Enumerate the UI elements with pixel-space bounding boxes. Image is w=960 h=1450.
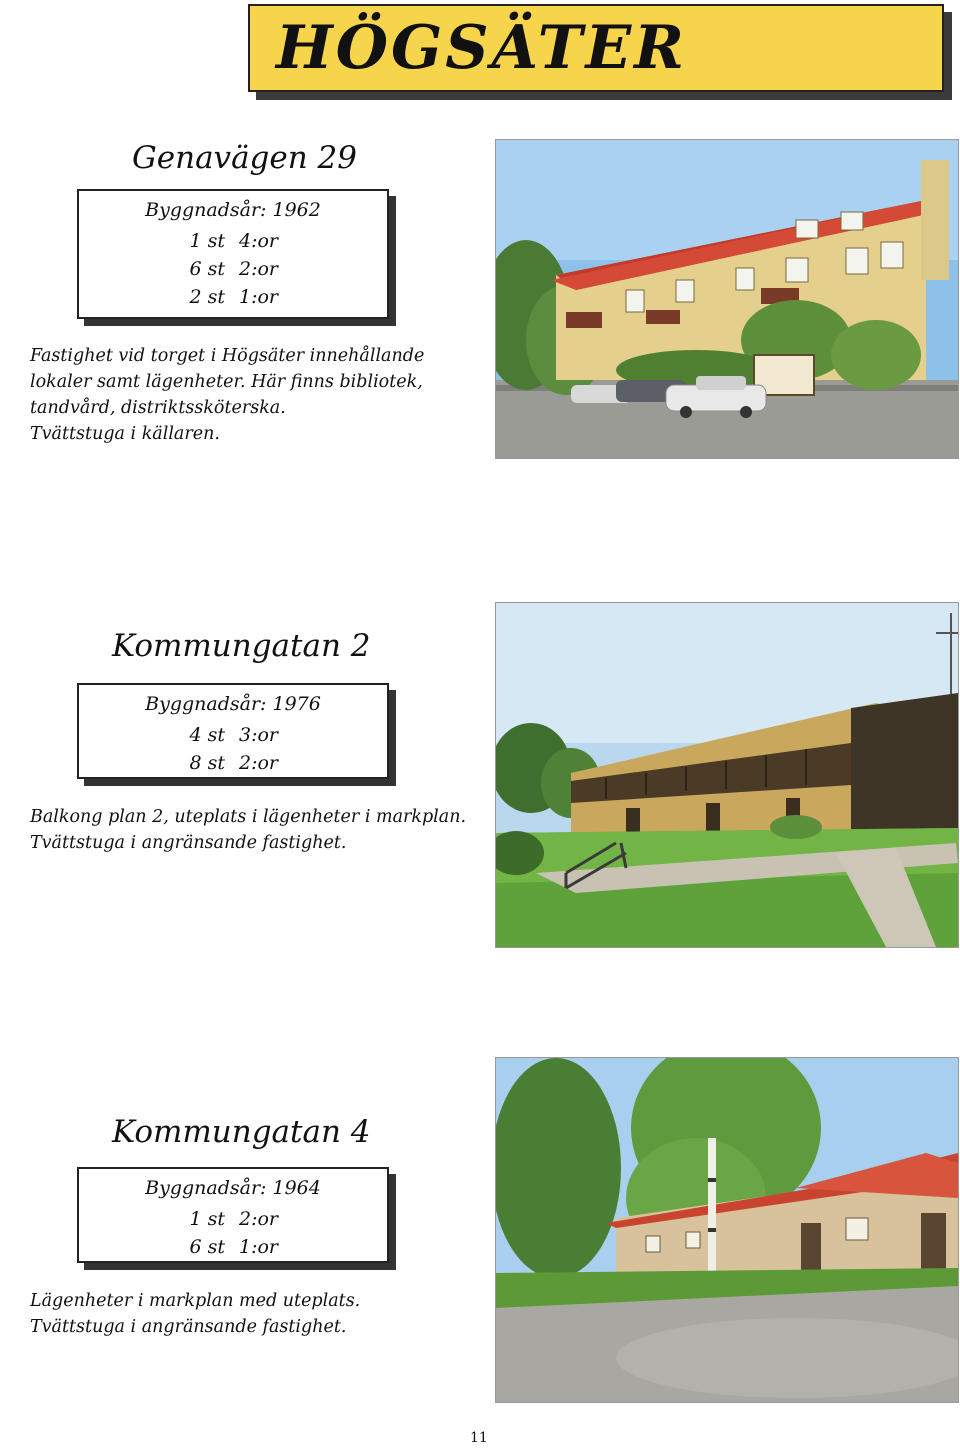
apartment-row	[79, 749, 387, 777]
construction-year: Byggnadsår: 1976	[145, 693, 321, 715]
photo-genavagen-29	[495, 139, 959, 459]
info-box-kommungatan-4	[77, 1167, 389, 1263]
apartment-row	[79, 1233, 387, 1261]
description-line: Tvättstuga i angränsande fastighet.	[30, 833, 347, 853]
description-genavagen-29	[30, 343, 424, 447]
photo-kommungatan-4	[495, 1057, 959, 1403]
apartment-count: 1 st	[189, 230, 225, 252]
apartment-row	[79, 1205, 387, 1233]
description-line: Tvättstuga i källaren.	[30, 424, 220, 444]
apartment-count: 4 st	[189, 724, 225, 746]
page-number: 11	[470, 1430, 488, 1446]
apartment-size: 1:or	[239, 286, 279, 308]
construction-year: Byggnadsår: 1964	[145, 1177, 321, 1199]
apartment-count: 6 st	[189, 258, 225, 280]
apartment-row	[79, 283, 387, 311]
description-line: lokaler samt lägenheter. Här finns bibliotek,	[30, 372, 423, 392]
apartment-count: 8 st	[189, 752, 225, 774]
description-line: tandvård, distriktssköterska.	[30, 398, 286, 418]
description-kommungatan-4	[30, 1288, 360, 1340]
section-title-kommungatan-4: Kommungatan 4	[112, 1114, 371, 1150]
apartment-count: 6 st	[189, 1236, 225, 1258]
info-box-kommungatan-2	[77, 683, 389, 779]
page-title: HÖGSÄTER	[276, 13, 688, 83]
apartment-count: 2 st	[189, 286, 225, 308]
description-kommungatan-2	[30, 804, 466, 856]
apartment-count: 1 st	[189, 1208, 225, 1230]
apartment-size: 2:or	[239, 752, 279, 774]
description-line: Fastighet vid torget i Högsäter innehållande	[30, 346, 425, 366]
section-title-kommungatan-2: Kommungatan 2	[112, 628, 371, 664]
apartment-size: 1:or	[239, 1236, 279, 1258]
description-line: Balkong plan 2, uteplats i lägenheter i markplan.	[30, 807, 467, 827]
apartment-row	[79, 227, 387, 255]
apartment-size: 2:or	[239, 258, 279, 280]
description-line: Lägenheter i markplan med uteplats.	[30, 1291, 361, 1311]
apartment-row	[79, 255, 387, 283]
description-line: Tvättstuga i angränsande fastighet.	[30, 1317, 347, 1337]
apartment-row	[79, 721, 387, 749]
apartment-size: 3:or	[239, 724, 279, 746]
section-title-genavagen-29: Genavägen 29	[132, 140, 358, 176]
info-box-genavagen-29	[77, 189, 389, 319]
construction-year: Byggnadsår: 1962	[145, 199, 321, 221]
apartment-size: 2:or	[239, 1208, 279, 1230]
photo-kommungatan-2	[495, 602, 959, 948]
apartment-size: 4:or	[239, 230, 279, 252]
title-banner	[248, 4, 944, 92]
